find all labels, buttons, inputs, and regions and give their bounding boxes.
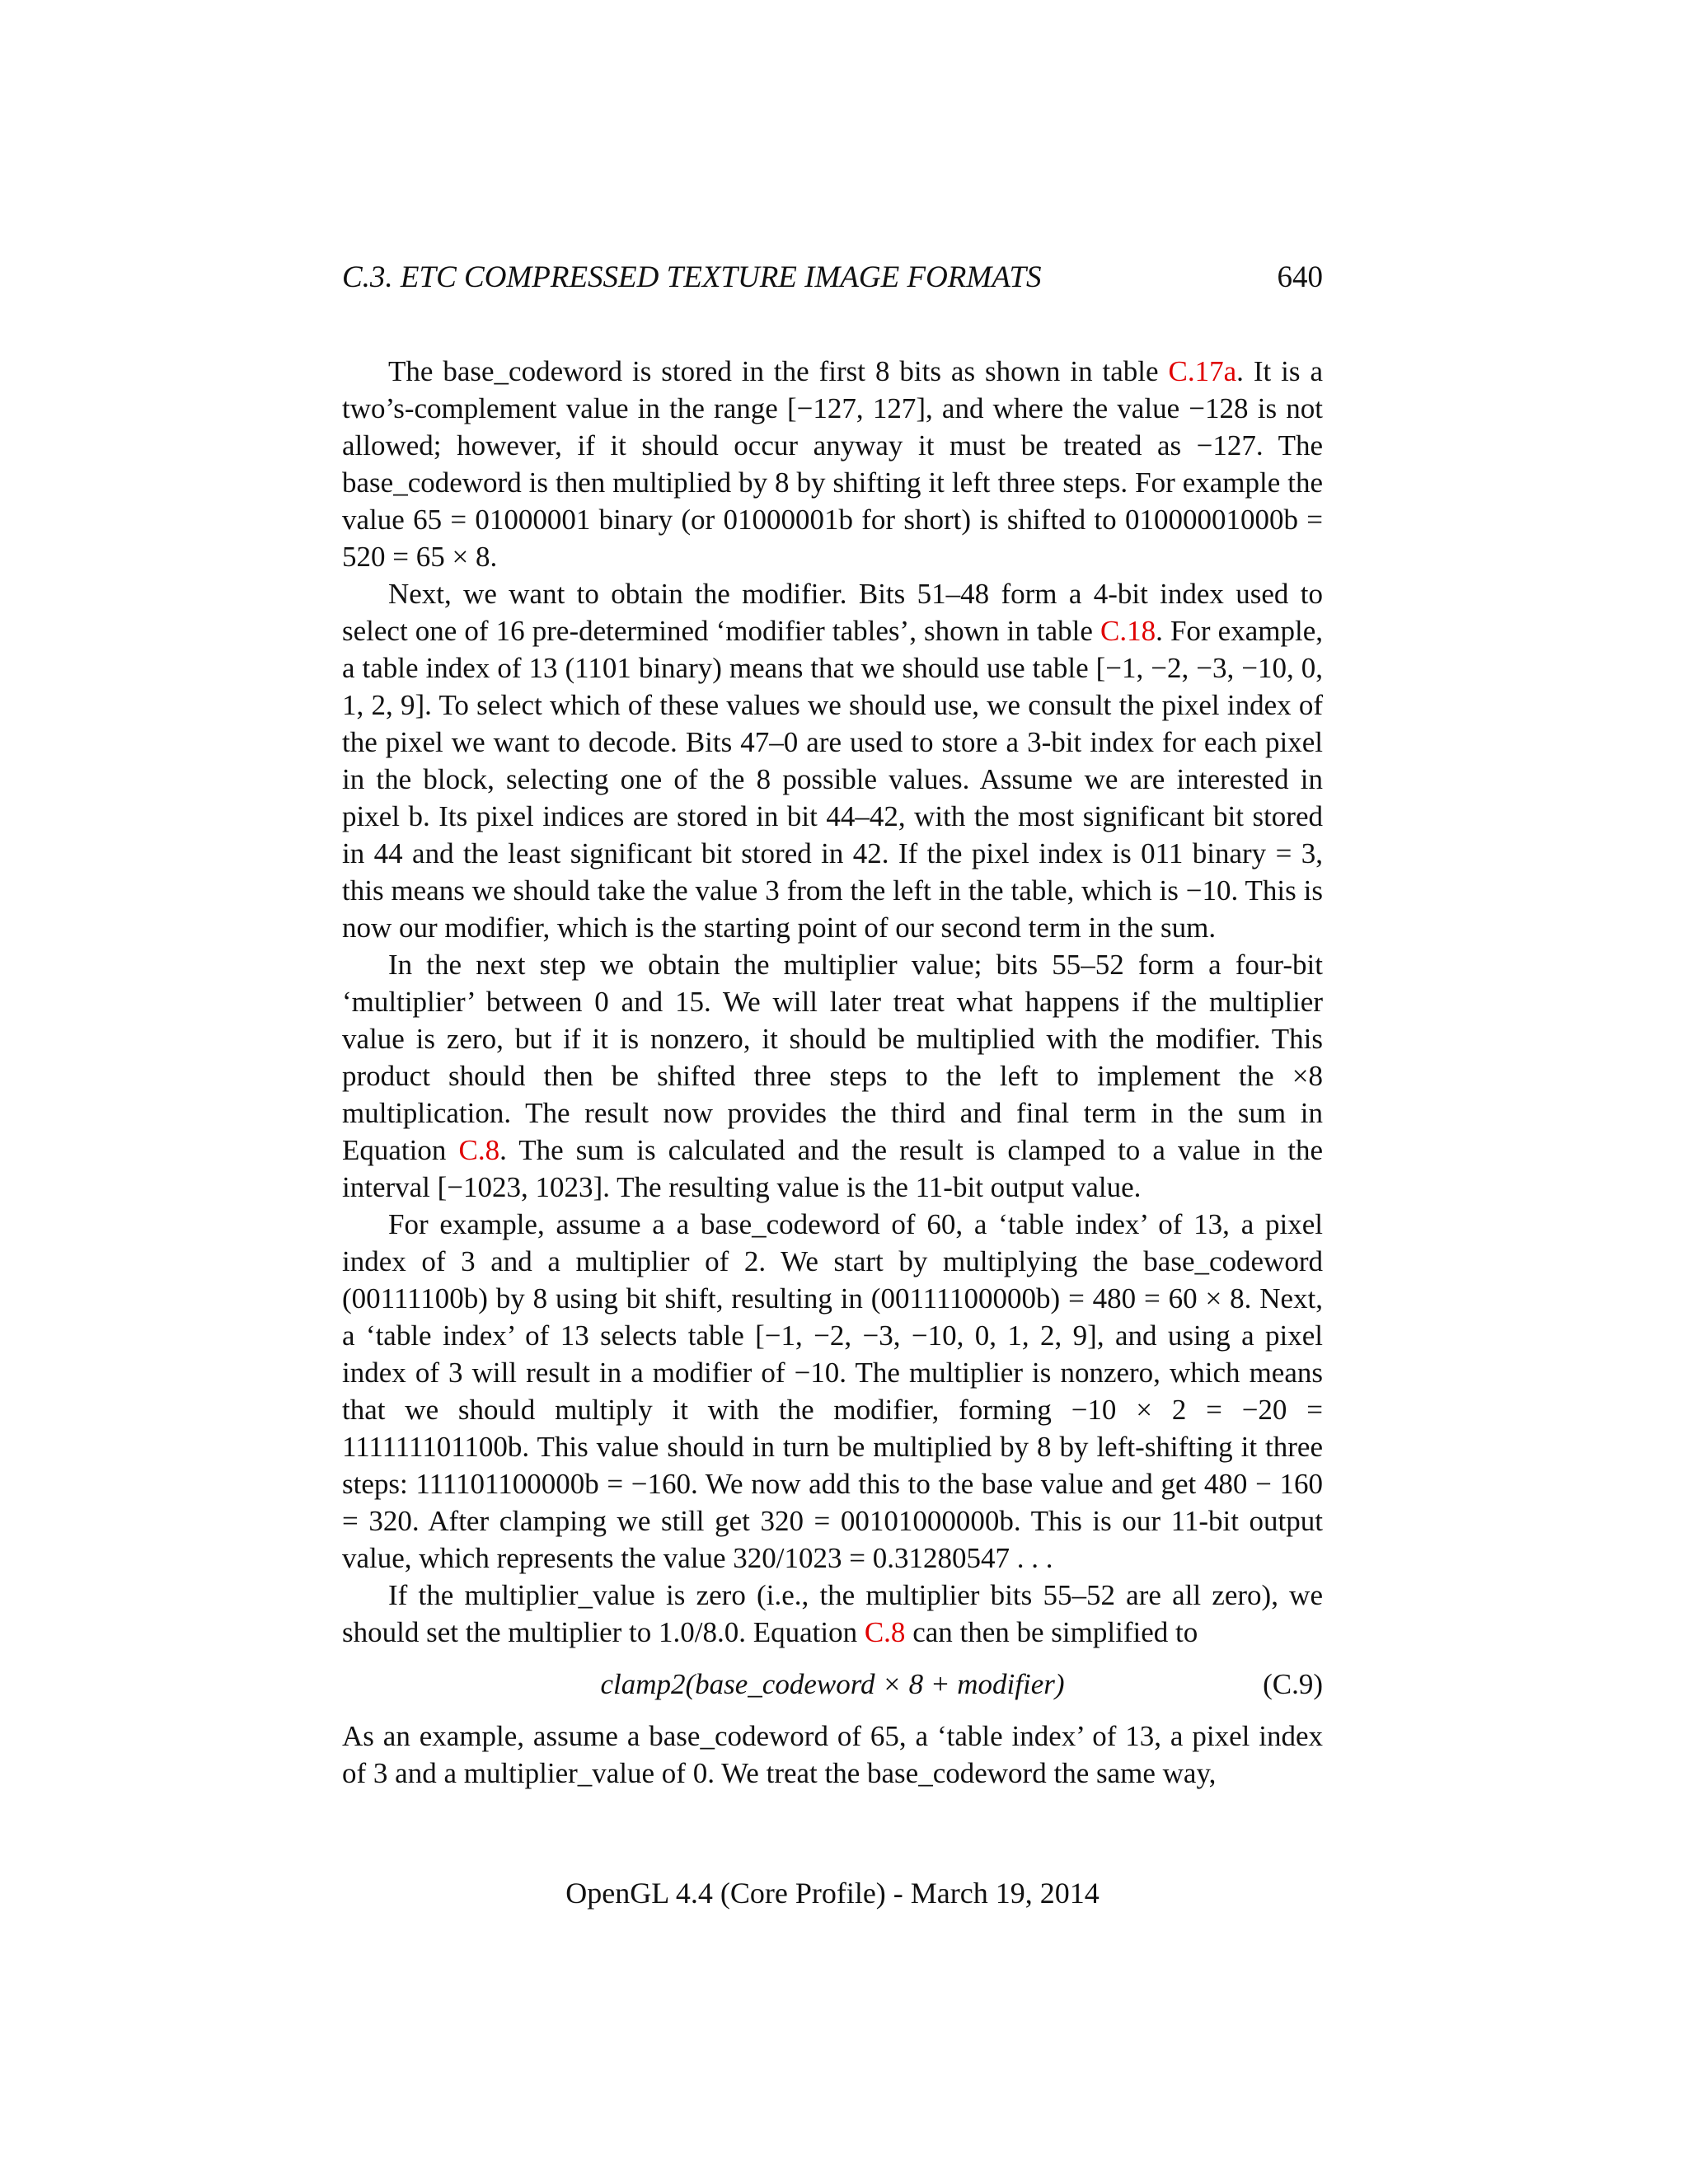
paragraph-text: Next, we want to obtain the modifier. Bits 51–48 form a 4-bit index used to select one of 16 pre-determined ‘modifier tables’, shown in table [342, 578, 1323, 647]
paragraph-text: The base_codeword is stored in the first 8 bits as shown in table [388, 355, 1169, 387]
equation-c9 [342, 1666, 1323, 1703]
paragraph-text: can then be simplified to [905, 1616, 1198, 1648]
table-ref-link[interactable]: C.18 [1100, 615, 1156, 647]
page-number: 640 [1277, 260, 1323, 294]
running-header [342, 257, 1323, 298]
section-title: C.3. ETC COMPRESSED TEXTURE IMAGE FORMATS [342, 260, 1042, 294]
equation-number: (C.9) [1263, 1668, 1323, 1700]
paragraph-text: For example, assume a a base_codeword of 60, a ‘table index’ of 13, a pixel index of 3 and a multiplier of 2. We start by multiplying the base_codeword (00111100b) by 8 using bit shift, resulting in (00111100000b) = 480 = 60 × 8. Next, a ‘table index’ of 13 selects table [−1, −2, −3, −10, 0, 1, 2, 9], and using a pixel index of 3 will result in a modifier of −10. The multiplier is nonzero, which means that we should multiply it with the modifier, forming −10 × 2 = −20 = 111111101100b. This value should in turn be multiplied by 8 by left-shifting it three steps: 111101100000b = −160. We now add this to the base value and get 480 − 160 = 320. After clamping we still get 320 = 00101000000b. This is our 11-bit output value, which represents the value 320/1023 = 0.31280547 . . . [342, 1208, 1323, 1574]
paragraph-text: If the multiplier_value is zero (i.e., the multiplier bits 55–52 are all zero), we should set the multiplier to 1.0/8.0. Equation [342, 1579, 1323, 1648]
paragraph-text: In the next step we obtain the multiplier value; bits 55–52 form a four-bit ‘multiplier’ between 0 and 15. We will later treat what happens if the multiplier value is zero, but if it is nonzero, it should be multiplied with the modifier. This product should then be shifted three steps to the left to implement the ×8 multiplication. The result now provides the third and final term in the sum in Equation [342, 949, 1323, 1166]
page-footer: OpenGL 4.4 (Core Profile) - March 19, 2014 [565, 1877, 1100, 1910]
equation-ref-link[interactable]: C.8 [864, 1616, 906, 1648]
equation-expression: clamp2(base_codeword × 8 + modifier) [600, 1668, 1065, 1700]
paragraph-text: . It is a two’s-complement value in the range [−127, 127], and where the value −128 is not allowed; however, if it should occur anyway it must be treated as −127. The base_codeword is then multiplied by 8 by shifting it left three steps. For example the value 65 = 01000001 binary (or 01000001b for short) is shifted to 01000001000b = 520 = 65 × 8. [342, 355, 1323, 573]
table-ref-link[interactable]: C.17a [1168, 355, 1237, 387]
paragraph-zero-multiplier [342, 1577, 1323, 1651]
paragraph-modifier [342, 575, 1323, 946]
paragraph-example [342, 1206, 1323, 1577]
paragraph-text: . For example, a table index of 13 (1101 binary) means that we should use table [−1, −2, −3, −10, 0, 1, 2, 9]. To select which of these values we should use, we consult the pixel index of the pixel we want to decode. Bits 47–0 are used to store a 3-bit index for each pixel in the block, selecting one of the 8 possible values. Assume we are interested in pixel b. Its pixel indices are stored in bit 44–42, with the most significant bit stored in 44 and the least significant bit stored in 42. If the pixel index is 011 binary = 3, this means we should take the value 3 from the left in the table, which is −10. This is now our modifier, which is the starting point of our second term in the sum. [342, 615, 1323, 944]
equation-ref-link[interactable]: C.8 [458, 1134, 500, 1166]
body-text [342, 353, 1323, 1792]
paragraph-text: . The sum is calculated and the result is clamped to a value in the interval [−1023, 1023]. The resulting value is the 11-bit output value. [342, 1134, 1323, 1203]
paragraph-base-codeword [342, 353, 1323, 575]
paragraph-second-example: As an example, assume a base_codeword of 65, a ‘table index’ of 13, a pixel index of 3 and a multiplier_value of 0. We treat the base_codeword the same way, [342, 1720, 1323, 1789]
paragraph-multiplier [342, 946, 1323, 1206]
